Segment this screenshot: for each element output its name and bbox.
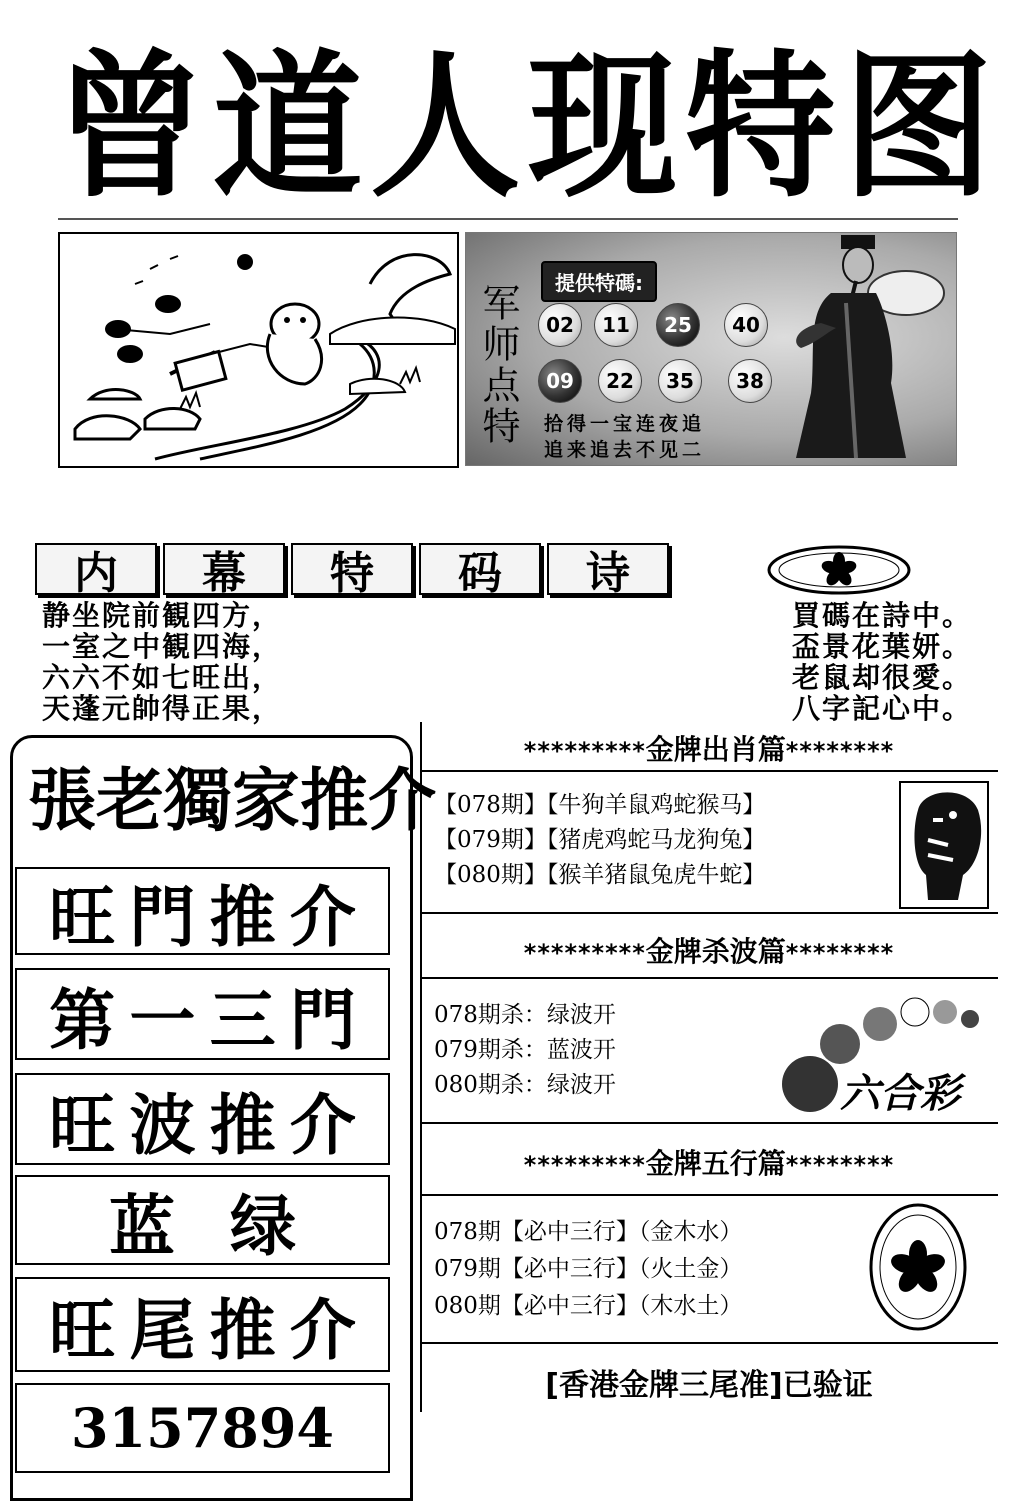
box-char: 介 <box>289 878 356 956</box>
bauhinia-emblem-icon <box>767 545 912 595</box>
strategist-vertical-label: 军师点特 <box>476 283 520 447</box>
recommendation-box <box>15 1073 390 1165</box>
poem-line-first: 六六不如七旺出， <box>42 661 283 694</box>
bauhinia-emblem-icon <box>868 1202 968 1332</box>
ball-number: 22 <box>606 369 634 393</box>
divider <box>420 1342 998 1344</box>
recommendation-title <box>28 750 437 841</box>
section-stars: ******** <box>785 737 895 765</box>
verse-line: 拾得一宝连夜追 <box>544 413 706 435</box>
box-char: 第 <box>49 981 116 1059</box>
box-char: 旺 <box>49 1292 116 1369</box>
box-char: 介 <box>289 1292 356 1369</box>
section-name: 金牌出肖篇 <box>645 733 786 766</box>
recommendation-box <box>15 867 390 955</box>
title-char: 道 <box>212 36 365 219</box>
poem-title-char: 码 <box>419 543 541 595</box>
divider <box>420 912 998 914</box>
box-char: 推 <box>209 878 276 956</box>
recommendation-title-char: 家 <box>232 761 301 841</box>
divider <box>420 770 998 772</box>
title-char: 现 <box>527 36 680 219</box>
section-stars: ********* <box>523 1151 646 1179</box>
strategist-figure-icon <box>786 233 956 465</box>
recommended-number: 3157894 <box>15 1383 390 1473</box>
box-char: 門 <box>129 878 196 956</box>
poem-line-first: 一室之中観四海， <box>42 630 283 663</box>
section-stars: ********* <box>523 939 646 967</box>
poem-line <box>42 663 972 693</box>
poem-line-second: 買碼在詩中。 <box>791 599 972 632</box>
section-stars: ******** <box>785 939 895 967</box>
ball-number: 25 <box>664 313 692 337</box>
zodiac-row: 【078期】【牛狗羊鼠鸡蛇猴马】 <box>434 792 766 818</box>
recommendation-title-char: 張 <box>28 761 97 841</box>
recommendation-title-char: 老 <box>96 761 165 841</box>
poem-line-second: 八字記心中。 <box>791 692 972 725</box>
cartoon-illustration <box>58 232 459 468</box>
section-stars: ********* <box>523 737 646 765</box>
zodiac-panel <box>420 722 998 1412</box>
recommendation-box <box>15 1175 390 1265</box>
ball-number: 38 <box>736 369 764 393</box>
main-title <box>55 36 995 219</box>
section-heading <box>420 930 998 970</box>
box-char: 尾 <box>129 1292 196 1369</box>
title-char: 图 <box>842 36 995 219</box>
elephant-icon <box>898 780 990 910</box>
zodiac-row: 【079期】【猪虎鸡蛇马龙狗兔】 <box>434 827 766 853</box>
title-char: 人 <box>370 36 523 219</box>
title-char: 特 <box>685 36 838 219</box>
number-ball <box>538 303 582 347</box>
poem-line-first: 天蓬元帥得正果， <box>42 692 283 725</box>
box-char: 绿 <box>230 1187 296 1265</box>
section-name: 金牌杀波篇 <box>645 935 786 968</box>
divider <box>420 1194 998 1196</box>
number-ball <box>724 303 768 347</box>
poem-line <box>42 632 972 662</box>
recommendation-title-char: 獨 <box>164 761 233 841</box>
poem-title-char: 幕 <box>163 543 285 595</box>
provide-special-label: 提供特碼: <box>541 261 657 302</box>
ball-number: 09 <box>546 369 574 393</box>
verification-note: [香港金牌三尾准]已验证 <box>545 1368 873 1403</box>
box-char: 旺 <box>49 878 116 956</box>
element-row: 080期【必中三行】（木水土） <box>434 1293 743 1319</box>
section-name: 金牌五行篇 <box>645 1147 786 1180</box>
box-char: 介 <box>289 1086 356 1164</box>
zodiac-row: 【080期】【猴羊猪鼠兔虎牛蛇】 <box>434 862 766 888</box>
poem-line-first: 静坐院前観四方， <box>42 599 283 632</box>
number-ball <box>598 359 642 403</box>
number-ball <box>538 359 582 403</box>
poem-title <box>35 543 669 599</box>
wave-row: 079期杀：蓝波开 <box>434 1037 616 1063</box>
verse-line: 追来追去不见二 <box>544 439 706 461</box>
section-stars: ******** <box>785 1151 895 1179</box>
mark-six-badge: 六合彩 <box>840 1070 960 1117</box>
box-char: 一 <box>129 981 196 1059</box>
recommendation-title-char: 介 <box>368 761 437 841</box>
section-heading <box>420 728 998 768</box>
poem-line <box>42 694 972 724</box>
recommendation-title-char: 推 <box>300 761 369 841</box>
tiger-on-branch-icon <box>60 234 457 466</box>
ball-number: 11 <box>602 313 630 337</box>
element-row: 079期【必中三行】（火土金） <box>434 1256 743 1282</box>
title-char: 曾 <box>55 36 208 219</box>
box-char: 三 <box>209 981 276 1059</box>
divider <box>420 722 422 1412</box>
divider <box>58 218 958 220</box>
box-char: 旺 <box>49 1086 116 1164</box>
wave-row: 078期杀：绿波开 <box>434 1002 616 1028</box>
ball-number: 02 <box>546 313 574 337</box>
number-ball <box>594 303 638 347</box>
number-ball <box>658 359 702 403</box>
poem-line-second: 老鼠却很愛。 <box>791 661 972 694</box>
box-char: 推 <box>209 1086 276 1164</box>
divider <box>420 977 998 979</box>
poem-line-second: 盃景花葉妍。 <box>791 630 972 663</box>
box-char: 蓝 <box>109 1187 175 1265</box>
divider <box>420 1122 998 1124</box>
ball-number: 40 <box>732 313 760 337</box>
number-ball <box>728 359 772 403</box>
section-heading <box>420 1142 998 1182</box>
box-char: 波 <box>129 1086 196 1164</box>
recommendation-box <box>15 1277 390 1372</box>
poem-title-char: 诗 <box>547 543 669 595</box>
wave-row: 080期杀：绿波开 <box>434 1072 616 1098</box>
poem-title-char: 内 <box>35 543 157 595</box>
poem-line <box>42 601 972 631</box>
strategist-panel <box>465 232 957 466</box>
box-char: 推 <box>209 1292 276 1369</box>
element-row: 078期【必中三行】（金木水） <box>434 1219 743 1245</box>
recommendation-box <box>15 968 390 1060</box>
box-char: 門 <box>289 981 356 1059</box>
number-ball <box>656 303 700 347</box>
poem-title-char: 特 <box>291 543 413 595</box>
ball-number: 35 <box>666 369 694 393</box>
